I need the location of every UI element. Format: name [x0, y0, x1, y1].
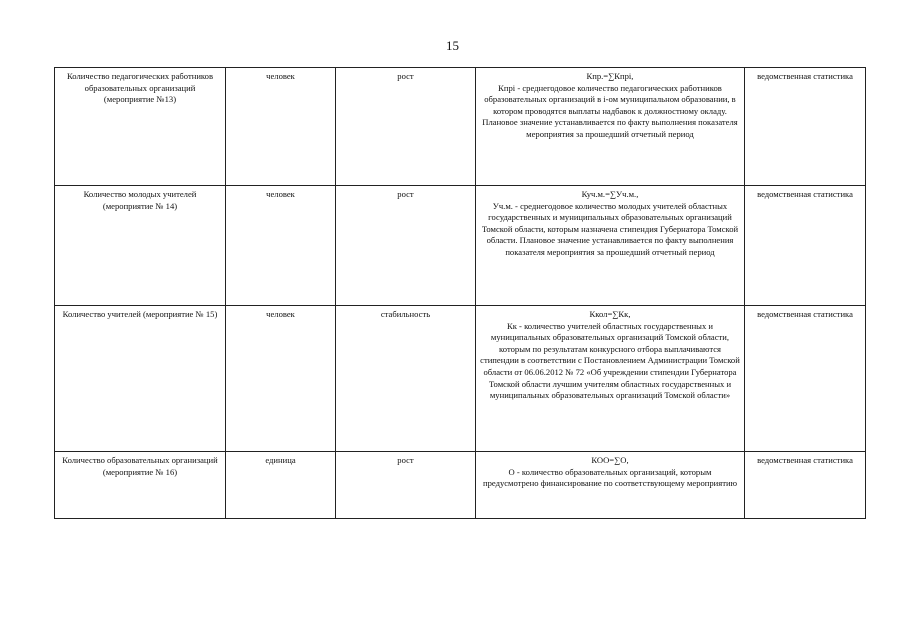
source-cell: ведомственная статистика: [745, 452, 866, 519]
method-cell: [476, 306, 745, 452]
table-row: [55, 186, 866, 306]
formula-description: Кк - количество учителей областных государственных и муниципальных образовательных организаций Томской области, которым по результатам конкурсного отбора выплачиваются стипендии в соответствии с Постановлением Администрации Томской области от 06.06.2012 № 72 «Об учреждении стипендии Губернатора Томской области лучшим учителям областных государственных и муниципальных образовательных организаций Томской области»: [480, 320, 740, 401]
indicators-table: [54, 67, 866, 519]
unit-cell: человек: [226, 68, 336, 186]
formula-text: Ккол=∑Кк,: [589, 309, 631, 319]
table-row: [55, 68, 866, 186]
source-cell: ведомственная статистика: [745, 68, 866, 186]
method-cell: [476, 68, 745, 186]
formula-description: Уч.м. - среднегодовое количество молодых учителей областных государственных и муниципальных образовательных организаций Томской области, которым назначена стипендия Губернатора Томской области. Плановое значение устанавливается по факту выполнения показателя мероприятия за прошедший отчетный период: [481, 200, 739, 257]
formula-text: Кпр.=∑Кпрi,: [586, 71, 634, 81]
trend-cell: стабильность: [336, 306, 476, 452]
method-cell: [476, 452, 745, 519]
source-cell: ведомственная статистика: [745, 186, 866, 306]
indicator-cell: Количество образовательных организаций (мероприятие № 16): [55, 452, 226, 519]
trend-cell: рост: [336, 186, 476, 306]
formula-description: Кпрi - среднегодовое количество педагогических работников образовательных организаций в i-ом муниципальном образовании, в котором проводятся выплаты надбавок к должностному окладу. Плановое значение устанавливается по факту выполнения показателя мероприятия за прошедший отчетный период: [482, 82, 738, 139]
page-number: 15: [446, 38, 459, 53]
table-row: [55, 452, 866, 519]
trend-cell: рост: [336, 68, 476, 186]
indicator-cell: Количество педагогических работников образовательных организаций (мероприятие №13): [55, 68, 226, 186]
unit-cell: человек: [226, 306, 336, 452]
trend-cell: рост: [336, 452, 476, 519]
unit-cell: человек: [226, 186, 336, 306]
unit-cell: единица: [226, 452, 336, 519]
table-row: [55, 306, 866, 452]
method-cell: [476, 186, 745, 306]
indicator-cell: Количество молодых учителей (мероприятие № 14): [55, 186, 226, 306]
formula-description: О - количество образовательных организаций, которым предусмотрено финансирование по соответствующему мероприятию: [482, 466, 738, 489]
formula-text: КОО=∑О,: [591, 455, 629, 465]
source-cell: ведомственная статистика: [745, 306, 866, 452]
formula-text: Куч.м.=∑Уч.м.,: [581, 189, 639, 199]
indicator-cell: Количество учителей (мероприятие № 15): [55, 306, 226, 452]
